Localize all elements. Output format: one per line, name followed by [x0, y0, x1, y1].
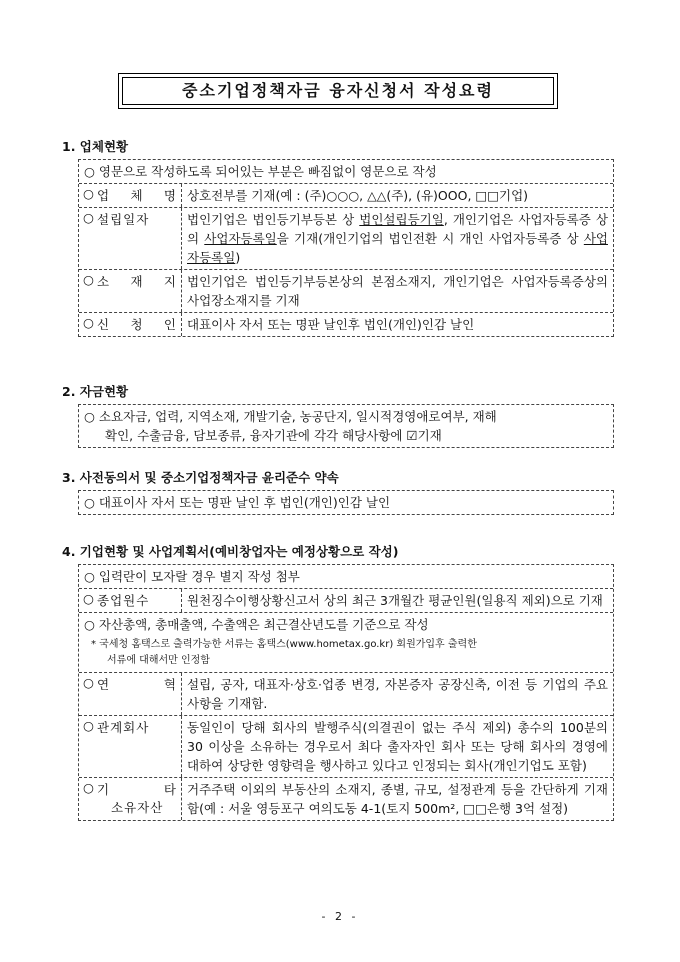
section-2-box — [78, 404, 614, 448]
section-3-text: ○ 대표이사 자서 또는 명판 날인 후 법인(개인)인감 날인 — [84, 495, 391, 510]
section-1-intro: ○ 영문으로 작성하도록 되어있는 부분은 빠짐없이 영문으로 작성 — [84, 164, 437, 179]
section-2-text: ○ 소요자금, 업력, 지역소재, 개발기술, 농공단지, 일시적경영애로여부, 재해 확인, 수출금융, 담보종류, 융자기관에 각각 해당사항에 ☑기재 — [84, 409, 497, 443]
content-company-name: 상호전부를 기재(예 : (주)○○○, △△(주), (유)OOO, □□기업) — [187, 188, 529, 203]
label-applicant: 신 청 인 — [97, 317, 177, 332]
row-founding-date — [79, 207, 613, 269]
row-affiliate — [79, 715, 613, 777]
content-history: 설립, 공자, 대표자·상호·업종 변경, 자본증자 공장신축, 이전 등 기업의 주요사항을 기재함. — [187, 677, 608, 711]
content-affiliate: 동일인이 당해 회사의 발행주식(의결권이 없는 주식 제외) 총수의 100분의 30 이상을 소유하는 경우로서 최다 출자자인 회사 또는 당해 회사의 경영에 대하여 상당한 영향력을 행사하고 있다고 인정되는 회사(개인기업도 포함) — [187, 720, 608, 773]
bullet: ○ — [83, 315, 94, 330]
section-4-intro: ○ 입력란이 모자랄 경우 별지 작성 첨부 — [84, 569, 300, 584]
hometax-note: * 국세청 홈택스로 출력가능한 서류는 홈택스(www.hometax.go.kr) 회원가입후 출력한 서류에 대해서만 인정함 — [91, 639, 477, 666]
section-1-box — [78, 159, 614, 337]
bullet: ○ — [83, 780, 94, 795]
row-address — [79, 269, 613, 312]
page-number: - 2 - — [321, 910, 359, 923]
row-applicant — [79, 312, 613, 336]
section-3-heading: 3. 사전동의서 및 중소기업정책자금 윤리준수 약속 — [62, 470, 339, 485]
content-applicant: 대표이사 자서 또는 명판 날인후 법인(개인)인감 날인 — [187, 317, 475, 332]
label-other-1: 기 타 — [97, 782, 177, 797]
row-employees — [79, 588, 613, 612]
section-1-heading: 1. 업체현황 — [62, 139, 129, 154]
label-employees: 종업원수 — [97, 593, 150, 608]
bullet: ○ — [83, 675, 94, 690]
bullet: ○ — [83, 272, 94, 287]
content-other-assets: 거주주택 이외의 부동산의 소재지, 종별, 규모, 설정관계 등을 간단하게 기재함(예 : 서울 영등포구 여의도동 4-1(토지 500m², □□은행 3억 설정) — [187, 782, 608, 816]
label-other-2: 소유자산 — [111, 800, 164, 815]
content-address: 법인기업은 법인등기부등본상의 본점소재지, 개인기업은 사업자등록증상의 사업장소재지를 기재 — [187, 274, 608, 308]
content-employees: 원천징수이행상황신고서 상의 최근 3개월간 평균인원(일용직 제외)으로 기재 — [187, 593, 603, 608]
row-other-assets — [79, 777, 613, 820]
bullet: ○ — [83, 591, 94, 606]
document-title: 중소기업정책자금 융자신청서 작성요령 — [122, 77, 554, 105]
content-founding-date: 법인기업은 법인등기부등본 상 법인설립등기일, 개인기업은 사업자등록증 상의 사업자등록일을 기재(개인기업의 법인전환 시 개인 사업자등록증 상 사업자등록일) — [187, 212, 608, 265]
section-4-heading: 4. 기업현황 및 사업계획서(예비창업자는 예정상황으로 작성) — [62, 544, 399, 559]
assets-line: ○ 자산총액, 총매출액, 수출액은 최근결산년도를 기준으로 작성 — [84, 617, 429, 632]
row-company-name — [79, 183, 613, 207]
row-history — [79, 672, 613, 715]
label-address: 소 재 지 — [97, 274, 177, 289]
label-affiliate: 관계회사 — [97, 720, 150, 735]
bullet: ○ — [83, 210, 94, 225]
label-history: 연 혁 — [97, 677, 177, 692]
bullet: ○ — [83, 718, 94, 733]
section-3-box — [78, 490, 614, 515]
section-4-box — [78, 564, 614, 821]
label-founding-date: 설립일자 — [97, 212, 150, 227]
bullet: ○ — [83, 186, 94, 201]
label-company-name: 업 체 명 — [97, 188, 177, 203]
section-2-heading: 2. 자금현황 — [62, 384, 129, 399]
